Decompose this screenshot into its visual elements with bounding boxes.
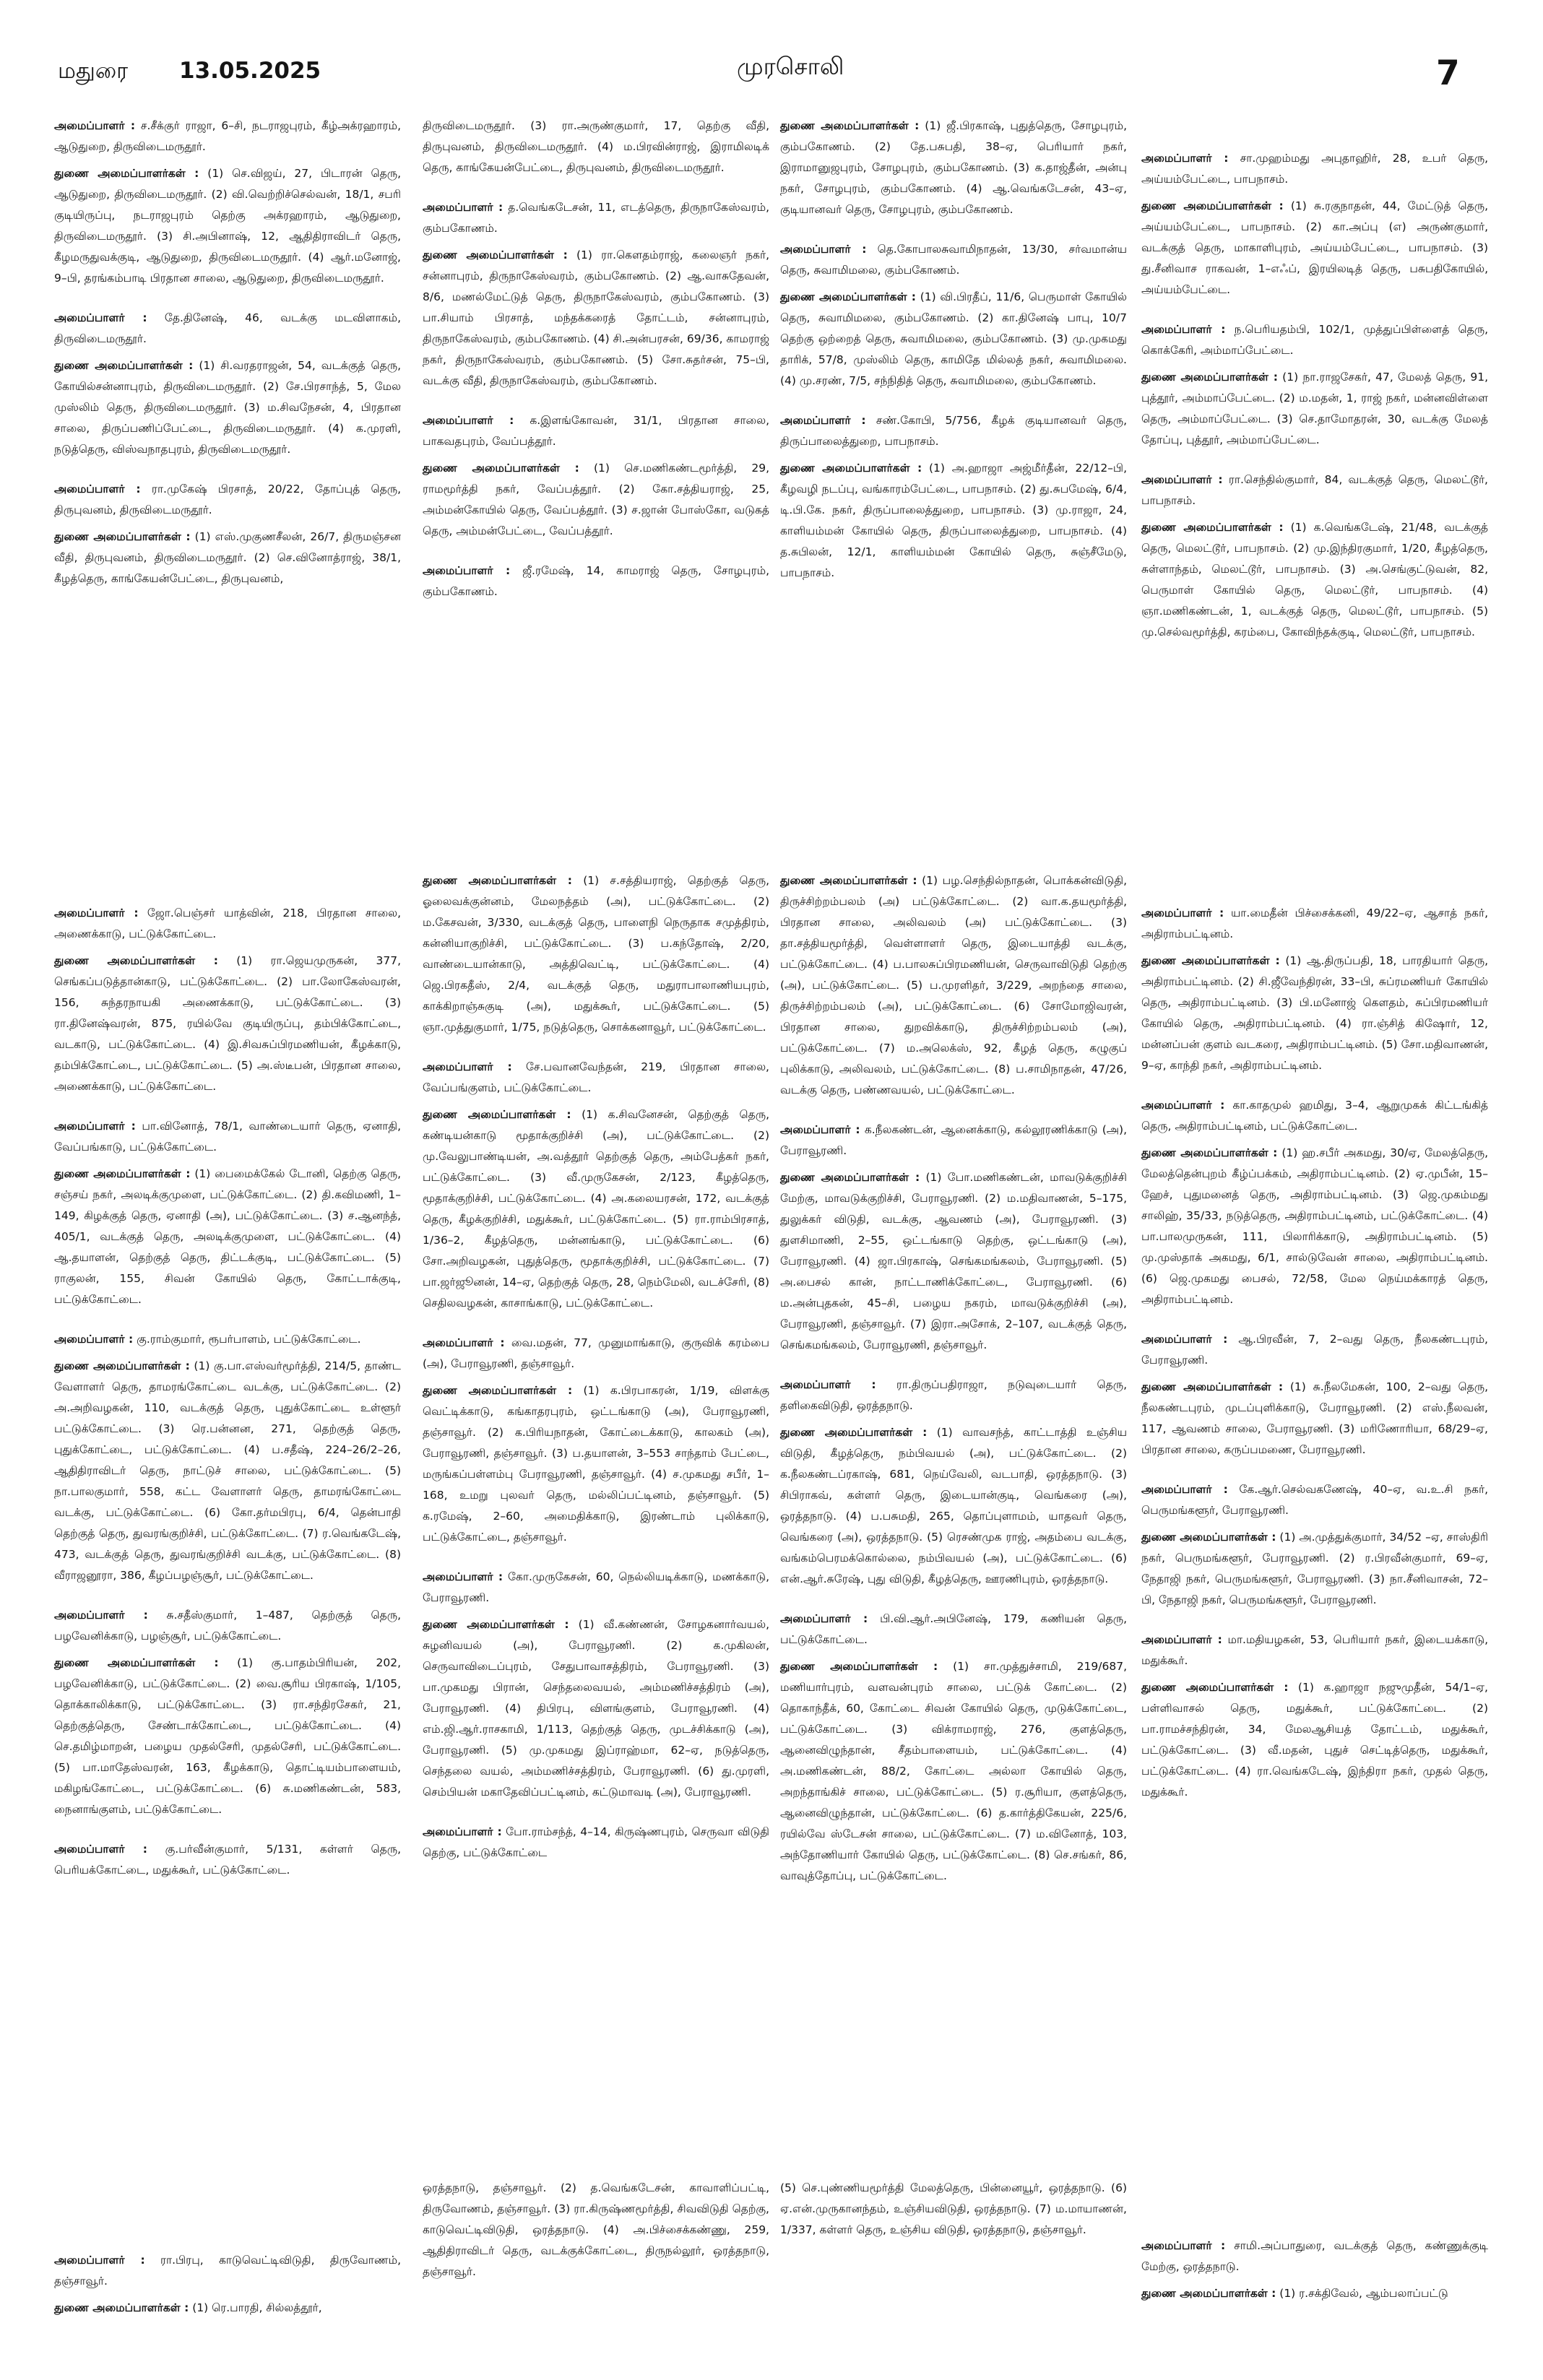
deputy-organisers-line: துணை அமைப்பாளர்கள் : (1) வாவசந்த், காட்டாத்தி உஞ்சிய விடுதி, கீழத்தெரு, நம்பிவயல் (அ), பட்டுக்கோட்டை. (2) க.நீலகண்டப்ரகாஷ், 681, நெய்வேலி, வடபாதி, ஒரத்தநாடு. (3) சிபிராகவ், கள்ளர் தெரு, இடையான்குடி, வெங்கரை (அ), ஒரத்தநாடு. (4) ப.பசுமதி, 265, தொப்புளாமம், யாதவர் தெரு, வெங்கரை (அ), ஒரத்தநாடு. (5) ரெசண்முக ராஜ், அதம்பை வடக்கு, வங்கம்பெரமக்கொல்லை, நம்பிவயல் (அ), பட்டுக்கோட்டை. (6) என்.ஆர்.சுரேஷ், புது விடுதி, கீழத்தெரு, ஊரணிபுரம், ஒரத்தநாடு.	[780, 1426, 1127, 1585]
deputy-organisers-line: துணை அமைப்பாளர்கள் : (1) வி.பிரதீப், 11/6, பெருமாள் கோயில் தெரு, சுவாமிமலை, கும்பகோணம். (2) கா.தினேஷ் பாபு, 10/7 தெற்கு ஒற்றைத் தெரு, சுவாமிமலை, கும்பகோணம். (3) மு.முகமது தாரிக், 57/8, முஸ்லிம் தெரு, காமிதே மில்லத் நகர், சுவாமிமலை. (4) மு.சரண், 7/5, சந்நிதித் தெரு, சுவாமிமலை, கும்பகோணம்.	[780, 290, 1127, 387]
role-label: அமைப்பாளர் :	[423, 1825, 502, 1838]
deputy-organisers-line: துணை அமைப்பாளர்கள் : (1) அ.முத்துக்குமார், 34/52 –ஏ, சாஸ்திரி நகர், பெருமங்களூர், பேராவூரணி. (2) ர.பிரவீன்குமார், 69–ஏ, நேதாஜி நகர், பெருமங்களூர், பேராவூரணி. (3) நா.சீனிவாசன், 72–பி, நேதாஜி நகர், பெருமங்களூர், பேராவூரணி.	[1141, 1531, 1488, 1606]
organiser-line: அமைப்பாளர் : போ.ராம்சந்த், 4–14, கிருஷ்ணபுரம், செருவா விடுதி தெற்கு, பட்டுக்கோட்டை	[423, 1825, 769, 1859]
deputy-organisers-line: துணை அமைப்பாளர்கள் : (1) போ.மணிகண்டன், மாவடுக்குறிச்சி மேற்கு, மாவடுக்குறிச்சி, பேராவூரணி. (2) ம.மதிவாணன், 5–175, துலுக்கர் விடுதி, வடக்கு, ஆவணம் (அ), பேராவூரணி. (3) துளசிமாணி, 2–55, ஒட்டங்காடு தெற்கு, ஒட்டங்காடு (அ), பேராவூரணி. (4) ஜா.பிரகாஷ், செங்கமங்கலம், பேராவூரணி. (5) அ.பைசல் கான், நாட்டாணிக்கோட்டை, பேராவூரணி. (6) ம.அன்புதகன், 45–சி, பழைய நகரம், மாவடுக்குறிச்சி (அ), பேராவூரணி, தஞ்சாவூர். (7) இரா.அசோக், 2–107, வடக்குத் தெரு, செங்கமங்கலம், பேராவூரணி, தஞ்சாவூர்.	[780, 1171, 1127, 1351]
deputy-organisers-line: துணை அமைப்பாளர்கள் : (1) கு.பாதம்பிரியன், 202, பழவேனிக்காடு, பட்டுக்கோட்டை. (2) வை.சூரிய பிரகாஷ், 1/105, தொக்காலிக்காடு, பட்டுக்கோட்டை. (3) ரா.சந்திரசேகர், 21, தெற்குத்தெரு, சேண்டாக்கோட்டை, பட்டுக்கோட்டை. (4) செ.தமிழ்மாறன், பழைய முதல்சேரி, முதல்சேரி, பட்டுக்கோட்டை. (5) பா.மாதேஸ்வரன், 163, கீழக்காடு, தொட்டியம்பாளையம், மகிழங்கோட்டை, பட்டுக்கோட்டை. (6) சு.மணிகண்டன், 583, நைனாங்குளம், பட்டுக்கோட்டை.	[54, 1656, 401, 1816]
role-label: துணை அமைப்பாளர்கள் :	[54, 1656, 219, 1669]
text-column-1	[54, 903, 401, 1900]
appointment-entry	[423, 1567, 769, 1803]
role-label: அமைப்பாளர் :	[780, 414, 866, 427]
text-column-3	[780, 2178, 1127, 2259]
text-column-1	[54, 116, 401, 608]
role-label: அமைப்பாளர் :	[54, 1609, 148, 1622]
deputy-organisers-line: துணை அமைப்பாளர்கள் : (1) வீ.கண்ணன், சோழகனார்வயல், சுழனிவயல் (அ), பேராவூரணி. (2) க.முகிலன், செருவாவிடைப்புரம், சேதுபாவாசத்திரம், பேராவூரணி. (3) பா.முகமது பிரான், செந்தலைவயல், அம்மணிச்சத்திரம் (அ), பேராவூரணி. (4) திபிரபு, விளங்குளம், பேராவூரணி. (4) எம்.ஜி.ஆர்.ராசகாமி, 1/113, தெற்குத் தெரு, முடச்சிக்காடு (அ), பேராவூரணி. (5) மு.முகமது இப்ராஹ்மா, 62–ஏ, நடுத்தெரு, செந்தலை வயல், அம்மணிச்சத்திரம், பேராவூரணி. (6) து.முரளி, செம்பியன் மகாதேவிப்பட்டினம், கட்டுமாவடி (அ), பேராவூரணி.	[423, 1618, 769, 1799]
deputy-organisers-line: துணை அமைப்பாளர்கள் : (1) ச.சத்தியராஜ், தெற்குத் தெரு, ஓலைவக்குன்னம், மேலநத்தம் (அ), பட்டுக்கோட்டை. (2) ம.கேசவன், 3/330, வடக்குத் தெரு, பாளைநி நெருதாக சமுத்திரம், கன்னியாகுறிச்சி, பட்டுக்கோட்டை. (3) ப.கந்தோஷ், 2/20, வாண்டையான்காடு, அத்திவெட்டி, பட்டுக்கோட்டை. (4) ஜெ.பிரகதீஸ், 2/4, வடக்குத் தெரு, மதுராபாலாணியபுரம், காக்கிறாஞ்சுகுடி (அ), மதுக்கூர், பட்டுக்கோட்டை. (5) ஞா.முத்துகுமார், 1/75, நடுத்தெரு, சொக்கனாவூர், பட்டுக்கோட்டை.	[423, 874, 769, 1034]
organiser-line: அமைப்பாளர் : மா.மதியழகன், 53, பெரியார் நகர், இடையக்காடு, மதுக்கூர்.	[1141, 1633, 1488, 1667]
role-label: துணை அமைப்பாளர்கள் :	[1141, 521, 1284, 534]
organiser-line: அமைப்பாளர் : க.நீலகண்டன், ஆனைக்காடு, கல்லூரணிக்காடு (அ), பேராவூரணி.	[780, 1123, 1127, 1157]
appointment-entry	[423, 116, 769, 178]
section-band-3	[54, 2160, 1499, 2376]
appointment-entry	[54, 308, 401, 460]
appointment-entry	[54, 1329, 401, 1586]
appointment-entry	[423, 1822, 769, 1864]
organiser-line: அமைப்பாளர் : சே.பவானவேந்தன், 219, பிரதான சாலை, வேப்பங்குளம், பட்டுக்கோட்டை.	[423, 1060, 769, 1094]
deputy-organisers-line: துணை அமைப்பாளர்கள் : (1) க.ஹாஜா நஜுமுதீன், 54/1–ஏ, பள்ளிவாசல் தெரு, மதுக்கூர், பட்டுக்கோட்டை. (2) பா.ராமச்சந்திரன், 34, மேலஆசியத் தோட்டம், மதுக்கூர், பட்டுக்கோட்டை. (3) வீ.மதன், புதுச் செட்டித்தெரு, மதுக்கூர், பட்டுக்கோட்டை. (4) ரா.வெங்கடேஷ், இந்திரா நகர், முதல் தெரு, மதுக்கூர்.	[1141, 1681, 1488, 1799]
role-label: துணை அமைப்பாளர்கள் :	[780, 119, 920, 132]
appointment-entry	[423, 870, 769, 1038]
organiser-line: அமைப்பாளர் : ஆ.பிரவீன், 7, 2–வது தெரு, நீலகண்டபுரம், பேராவூரணி.	[1141, 1333, 1488, 1367]
role-label: துணை அமைப்பாளர்கள் :	[54, 359, 194, 372]
appointment-entry	[780, 1375, 1127, 1590]
role-label: துணை அமைப்பாளர்கள் :	[54, 1167, 191, 1180]
role-label: அமைப்பாளர் :	[1141, 152, 1229, 165]
appointment-entry	[423, 1333, 769, 1548]
text-column-4	[1141, 2236, 1488, 2323]
role-label: அமைப்பாளர் :	[54, 2254, 145, 2267]
role-label: அமைப்பாளர் :	[54, 483, 141, 496]
organiser-line: அமைப்பாளர் : பா.வினோத், 78/1, வாண்டையார் தெரு, ஏனாதி, வேப்பங்காடு, பட்டுக்கோட்டை.	[54, 1120, 401, 1154]
deputy-organisers-line: துணை அமைப்பாளர்கள் : (1) க.பிரபாகரன், 1/19, விளக்கு வெட்டிக்காடு, கங்காதரபுரம், ஒட்டங்காடு (அ), பேராவூரணி, தஞ்சாவூர். (2) க.பிரியநாதன், கோட்டைக்காடு, காலகம் (அ), பேராவூரணி, தஞ்சாவூர். (3) ப.தயாளன், 3–553 சாந்தாம் பேட்டை, மருங்கப்பள்ளம்பு பேராவூரணி, தஞ்சாவூர். (4) ச.முகமது சபீர், 1–168, உமறு புலவர் தெரு, மல்லிப்பட்டினம், தஞ்சாவூர். (5) க.ரமேஷ், 2–60, அமைதிக்காடு, இரண்டாம் புலிக்காடு, பட்டுக்கோட்டை, தஞ்சாவூர்.	[423, 1384, 769, 1544]
organiser-line: அமைப்பாளர் : ச.சீக்குர் ராஜா, 6–சி, நடராஜபுரம், கீழ்அக்ரஹாரம், ஆடுதுறை, திருவிடைமருதூர்.	[54, 119, 401, 153]
text-column-2	[423, 870, 769, 1882]
role-label: துணை அமைப்பாளர்கள் :	[1141, 1681, 1289, 1694]
role-label: அமைப்பாளர் :	[1141, 2239, 1226, 2252]
deputy-organisers-line: துணை அமைப்பாளர்கள் : (1) நா.ராஜசேகர், 47, மேலத் தெரு, 91, புத்தூர், அம்மாப்பேட்டை. (2) ம.மதன், 1, ராஜ் நகர், மன்னவிள்ளை தெரு, அம்மாப்பேட்டை. (3) செ.தாமோதரன், 30, வடக்கு மேலத் தோப்பு, புத்தூர், அம்மாப்பேட்டை.	[1141, 371, 1488, 446]
role-label: அமைப்பாளர் :	[1141, 473, 1223, 486]
appointment-entry	[1141, 1479, 1488, 1611]
organiser-line: அமைப்பாளர் : ந.பெரியதம்பி, 102/1, முத்துப்பிள்ளைத் தெரு, கொக்கேரி, அம்மாப்பேட்டை.	[1141, 323, 1488, 357]
role-label: அமைப்பாளர் :	[54, 311, 147, 324]
role-label: அமைப்பாளர் :	[54, 1843, 147, 1856]
deputy-organisers-line: ஒரத்தநாடு, தஞ்சாவூர். (2) த.வெங்கடேசன், காவாளிப்பட்டி, திருவோணம், தஞ்சாவூர். (3) ரா.கிருஷ்ணமூர்த்தி, சிவவிடுதி தெற்கு, காடுவெட்டிவிடுதி, ஒரத்தநாடு. (4) அ.பிச்சைக்கண்ணு, 259, ஆதிதிராவிடர் தெரு, வடக்குக்கோட்டை, திருநல்லூர், ஒரத்தநாடு, தஞ்சாவூர்.	[423, 2181, 769, 2278]
page-number: 7	[1436, 53, 1460, 93]
role-label: துணை அமைப்பாளர்கள் :	[780, 1171, 920, 1184]
role-label: துணை அமைப்பாளர்கள் :	[423, 1108, 571, 1121]
organiser-line: அமைப்பாளர் : கே.ஆர்.செல்வகணேஷ், 40–ஏ, வ.உ.சி நகர், பெருமங்களூர், பேராவூரணி.	[1141, 1483, 1489, 1517]
role-label: அமைப்பாளர் :	[423, 564, 511, 577]
appointment-entry	[423, 1057, 769, 1314]
appointment-entry	[54, 2250, 401, 2319]
organiser-line: அமைப்பாளர் : யா.மைதீன் பிச்சைக்கனி, 49/22–ஏ, ஆசாத் நகர், அதிராம்பட்டினம்.	[1141, 906, 1488, 940]
organiser-line: அமைப்பாளர் : க.இளங்கோவன், 31/1, பிரதான சாலை, பாகவதபுரம், வேப்பத்தூர்.	[423, 414, 769, 448]
deputy-organisers-line: துணை அமைப்பாளர்கள் : (1) சா.முத்துச்சாமி, 219/687, மணியார்புரம், வளவன்புரம் சாலை, பட்டுக் கோட்டை. (2) தொகாந்தீக், 60, கோட்டை சிவன் கோயில் தெரு, முடுக்கோட்டை, பட்டுக்கோட்டை. (3) விக்ராமராஜ், 276, குளத்தெரு, ஆனைவிழுந்தான், சீதம்பாளையம், பட்டுக்கோட்டை. (4) அ.மணிகண்டன், 88/2, கோட்டை அல்லா கோயில் தெரு, அறந்தாங்கிச் சாலை, பட்டுக்கோட்டை. (5) ர.சூரியா, குளத்தெரு, ஆனைவிழுந்தான், பட்டுக்கோட்டை. (6) த.கார்த்திகேயன், 225/6, ரயில்வே ஸ்டேசன் சாலை, பட்டுக்கோட்டை. (7) ம.வினோத், 103, அந்தோணியார் கோயில் தெரு, பட்டுக்கோட்டை. (8) செ.சங்கர், 86, வாவுத்தோப்பு, பட்டுக்கோட்டை.	[780, 1660, 1128, 1882]
deputy-organisers-line: துணை அமைப்பாளர்கள் : (1) சு.ரகுநாதன், 44, மேட்டுத் தெரு, அய்யம்பேட்டை, பாபநாசம். (2) கா.அப்பு (எ) அருண்குமார், வடக்குத் தெரு, மாகாளிபுரம், அய்யம்பேட்டை, பாபநாசம். (3) து.சீனிவாச ராகவன், 1–எஃப், இரயிலடித் தெரு, பசுபதிகோயில், அய்யம்பேட்டை.	[1141, 199, 1489, 296]
role-label: துணை அமைப்பாளர்கள் :	[423, 1384, 573, 1397]
appointment-entry	[780, 2178, 1127, 2241]
text-column-3	[780, 116, 1127, 602]
role-label: அமைப்பாளர் :	[423, 1060, 512, 1073]
deputy-organisers-line: துணை அமைப்பாளர்கள் : (1) பைமைக்கேல் டோனி, தெற்கு தெரு, சஞ்சய் நகர், அலடிக்குமுளை, பட்டுக்கோட்டை. (2) தி.கவிமணி, 1–149, கிழக்குத் தெரு, ஏனாதி (அ), பட்டுக்கோட்டை. (3) ச.ஆனந்த், 405/1, வடக்குத் தெரு, அலடிக்குமுளை, பட்டுக்கோட்டை. (4) ஆ.தயாளன், தெற்குத் தெரு, திட்டக்குடி, பட்டுக்கோட்டை. (5) ராகுலன், 155, சிவன் கோயில் தெரு, கோட்டாக்குடி, பட்டுக்கோட்டை.	[54, 1167, 401, 1306]
role-label: துணை அமைப்பாளர்கள் :	[423, 248, 568, 261]
role-label: அமைப்பாளர் :	[1141, 906, 1224, 919]
appointment-entry	[1141, 2236, 1488, 2304]
role-label: துணை அமைப்பாளர்கள் :	[780, 1426, 928, 1439]
appointment-entry	[1141, 148, 1488, 300]
section-band-1	[54, 116, 1499, 838]
role-label: துணை அமைப்பாளர்கள் :	[54, 167, 199, 180]
organiser-line: அமைப்பாளர் : சா.முஹம்மது அபுதாஹிர், 28, உபர் தெரு, அய்யம்பேட்டை, பாபநாசம்.	[1141, 152, 1488, 186]
appointment-entry	[780, 870, 1127, 1101]
deputy-organisers-line: துணை அமைப்பாளர்கள் : (1) கு.பா.எஸ்வர்மூர்த்தி, 214/5, தாண்ட வேளாளர் தெரு, தாமரங்கோட்டை வடக்கு, பட்டுக்கோட்டை. (2) அ.அறிவழகன், 110, வடக்குத் தெரு, புதுக்கோட்டை உள்ளூர் பட்டுக்கோட்டை. (3) ரெ.பன்னன, 271, தெற்குத் தெரு, புதுக்கோட்டை, பட்டுக்கோட்டை. (4) ப.சதீஷ், 224–26/2–26, ஆதிதிராவிடர் தெரு, நாட்டுச் சாலை, பட்டுக்கோட்டை. (5) நா.பாலகுமார், 558, கட்ட வேளாளர் தெரு, தாமரங்கோட்டை வடக்கு, பட்டுக்கோட்டை. (6) கோ.தர்மபிரபு, 6/4, தென்பாதி தெற்குத் தெரு, துவரங்குறிச்சி, பட்டுக்கோட்டை. (7) ர.வெங்கடேஷ், 473, வடக்குத் தெரு, துவரங்குறிச்சி வடக்கு, பட்டுக்கோட்டை. (8) வீராஜனூரா, 386, கீழப்பழஞ்சூர், பட்டுக்கோட்டை.	[54, 1359, 401, 1582]
deputy-organisers-line: துணை அமைப்பாளர்கள் : (1) ஆ.திருப்பதி, 18, பாரதியார் தெரு, அதிராம்பட்டினம். (2) சி.ஜீவேந்திரன், 33–பி, சுப்ரமணியர் கோயில் தெரு, அதிராம்பட்டினம். (3) பி.மனோஜ் கௌதம், சுப்பிரமணியர் கோயில் தெரு, அதிராம்பட்டினம். (4) ரா.ஞ்சித் கிஷோர், 12, மன்னப்பன் குளம் வடகரை, அதிராம்பட்டினம். (5) சோ.மதிவாணன், 9–ஏ, காந்தி நகர், அதிராம்பட்டினம்.	[1141, 954, 1489, 1072]
role-label: அமைப்பாளர் :	[54, 119, 136, 132]
appointment-entry	[1141, 903, 1488, 1076]
appointment-entry	[54, 1605, 401, 1820]
role-label: துணை அமைப்பாளர்கள் :	[423, 462, 579, 475]
appointment-entry	[780, 1609, 1127, 1887]
organiser-line: அமைப்பாளர் : ரா.செந்தில்குமார், 84, வடக்குத் தெரு, மெலட்டூர், பாபநாசம்.	[1141, 473, 1488, 507]
appointment-entry	[54, 903, 401, 1097]
text-column-2	[423, 2178, 769, 2301]
deputy-organisers-line: துணை அமைப்பாளர்கள் : (1) பழ.செந்தில்நாதன், பொக்கன்விடுதி, திருச்சிற்றம்பலம் (அ) பட்டுக்கோட்டை. (2) வா.க.தயமூர்த்தி, பிரதான சாலை, அலிவலம் (அ) பட்டுக்கோட்டை. (3) தா.சத்தியமூர்த்தி, வெள்ளாளர் தெரு, இடையாத்தி வடக்கு, பட்டுக்கோட்டை. (4) ப.பாலசுப்பிரமணியன், செருவாவிடுதி தெற்கு (அ), பட்டுக்கோட்டை. (5) ப.முரளிதர், 3/229, அறந்தை சாலை, திருச்சிற்றம்பலம் (அ), பட்டுக்கோட்டை. (6) சோமோஜிவரன், பிரதான சாலை, துறவிக்காடு, திருச்சிற்றம்பலம் (அ), பட்டுக்கோட்டை. (7) ம.அலெக்ஸ், 92, கீழத் தெரு, கழுகுப் புலிக்காடு, அலிவலம், பட்டுக்கோட்டை. (8) ப.சாமிநாதன், 47/26, வடக்கு தெரு, பண்ணவயல், பட்டுக்கோட்டை.	[780, 874, 1128, 1096]
organiser-line: அமைப்பாளர் : ரா.முகேஷ் பிரசாத், 20/22, தோப்புத் தெரு, திருபுவனம், திருவிடைமருதூர்.	[54, 483, 401, 516]
deputy-organisers-line: துணை அமைப்பாளர்கள் : (1) ரா.கௌதம்ராஜ், கலைஞர் நகர், சன்னாபுரம், திருநாகேஸ்வரம், கும்பகோணம். (2) ஆ.வாசுதேவன், 8/6, மணல்மேட்டுத் தெரு, திருநாகேஸ்வரம், கும்பகோணம். (3) பா.சியாம் பிரசாத், மந்தக்கரைத் தோட்டம், சன்னாபுரம், திருநாகேஸ்வரம், கும்பகோணம். (4) சி.அன்பரசன், 69/36, காமராஜ் நகர், திருநாகேஸ்வரம், கும்பகோணம். (5) சோ.சுதர்சன், 75–பி, வடக்கு வீதி, திருநாகேஸ்வரம், கும்பகோணம்.	[423, 248, 769, 387]
role-label: அமைப்பாளர் :	[1141, 1333, 1228, 1346]
organiser-line: அமைப்பாளர் : சண்.கோபி, 5/756, கீழக் குடியானவர் தெரு, திருப்பாலைத்துறை, பாபநாசம்.	[780, 414, 1128, 448]
organiser-line: அமைப்பாளர் : கு.ராம்குமார், ரூபர்பாளம், பட்டுக்கோட்டை.	[54, 1333, 361, 1346]
role-label: துணை அமைப்பாளர்கள் :	[780, 290, 916, 303]
role-label: அமைப்பாளர் :	[780, 1123, 860, 1136]
edition-date: 13.05.2025	[179, 58, 321, 84]
appointment-entry	[780, 116, 1127, 220]
role-label: துணை அமைப்பாளர்கள் :	[1141, 954, 1280, 967]
role-label: துணை அமைப்பாளர்கள் :	[1141, 199, 1284, 212]
page-header	[0, 0, 1543, 101]
appointment-entry	[54, 1839, 401, 1881]
edition-city: மதுரை	[58, 58, 129, 84]
appointment-entry	[54, 1116, 401, 1310]
role-label: அமைப்பாளர் :	[780, 1378, 876, 1391]
deputy-organisers-line: துணை அமைப்பாளர்கள் : (1) செ.விஜய், 27, பிடாரன் தெரு, ஆடுதுறை, திருவிடைமருதூர். (2) வி.வெற்றிச்செல்வன், 18/1, சபரி குடியிருப்பு, நடராஜபுரம் தெற்கு அக்ரஹாரம், ஆடுதுறை, திருவிடைமருதூர். (3) சி.அபினாஷ், 12, ஆதிதிராவிடர் தெரு, கீழமருதுவக்குடி, ஆடுதுறை, திருவிடைமருதூர். (4) ஆர்.மனோஜ், 9–பி, தரங்கம்பாடி பிரதான சாலை, ஆடுதுறை, திருவிடைமருதூர்.	[54, 167, 401, 285]
role-label: அமைப்பாளர் :	[1141, 323, 1226, 336]
role-label: அமைப்பாளர் :	[423, 201, 503, 214]
deputy-organisers-line: துணை அமைப்பாளர்கள் : (1) க.சிவனேசன், தெற்குத் தெரு, கண்டியன்காடு மூதாக்குறிச்சி (அ), பட்டுக்கோட்டை. (2) மு.வேலுபாண்டியன், அ.வத்தூர் தெற்குத் தெரு, அம்பேத்கர் நகர், பட்டுக்கோட்டை. (3) வீ.முருகேசன், 2/123, கீழத்தெரு, மூதாக்குறிச்சி, பட்டுக்கோட்டை. (4) அ.கலையரசன், 172, வடக்குத் தெரு, கீழக்குறிச்சி, மதுக்கூர், பட்டுக்கோட்டை. (5) ரா.ராம்பிரசாத், 1/36–2, கீழத்தெரு, மன்னங்காடு, பட்டுக்கோட்டை. (6) சோ.அறிவழகன், புதுத்தெரு, மூதாக்குறிச்சி, பட்டுக்கோட்டை. (7) பா.ஜர்ஜூனன், 14–ஏ, தெற்குத் தெரு, 28, நெம்மேலி, வடச்சேரி, (8) செதிலவழகன், காசாங்காடு, பட்டுக்கோட்டை.	[423, 1108, 769, 1310]
deputy-organisers-line: துணை அமைப்பாளர்கள் : (1) ர.சக்திவேல், ஆம்பலாப்பட்டு	[1141, 2287, 1448, 2300]
appointment-entry	[780, 1120, 1127, 1356]
role-label: அமைப்பாளர் :	[1141, 1483, 1228, 1496]
role-label: துணை அமைப்பாளர்கள் :	[780, 462, 922, 475]
appointment-entry	[423, 561, 769, 602]
appointment-entry	[1141, 1329, 1488, 1461]
deputy-organisers-line: துணை அமைப்பாளர்கள் : (1) அ.ஹாஜா அஜ்மீர்தீன், 22/12–பி, கீழவழி நடப்பு, வங்காரம்பேட்டை, பாபநாசம். (2) து.சுபமேஷ், 6/4, டி.பி.கே. நகர், திருப்பாலைத்துறை, பாபநாசம். (3) மு.ராஜா, 24, காளியம்மன் கோயில் தெரு, திருப்பாலைத்துறை, பாபநாசம். (4) த.சுபிலன், 12/1, காளியம்மன் கோயில் தெரு, சுஞ்சீமேடு, பாபநாசம்.	[780, 462, 1128, 579]
role-label: அமைப்பாளர் :	[1141, 1099, 1225, 1112]
text-column-4	[1141, 148, 1488, 662]
role-label: அமைப்பாளர் :	[54, 1333, 134, 1346]
role-label: துணை அமைப்பாளர்கள் :	[423, 1618, 569, 1631]
appointment-entry	[780, 239, 1127, 391]
deputy-organisers-line: துணை அமைப்பாளர்கள் : (1) ரெ.பாரதி, சில்லத்தூர்,	[54, 2301, 322, 2314]
organiser-line: அமைப்பாளர் : சு.சதீஸ்குமார், 1–487, தெற்குத் தெரு, பழவேனிக்காடு, பழஞ்சூர், பட்டுக்கோட்டை.	[54, 1609, 401, 1643]
newspaper-name: முரசொலி	[737, 52, 844, 80]
role-label: துணை அமைப்பாளர்கள் :	[54, 1359, 190, 1372]
role-label: துணை அமைப்பாளர்கள் :	[1141, 371, 1278, 384]
organiser-line: அமைப்பாளர் : சாமி.அப்பாதுரை, வடக்குத் தெரு, கண்ணுக்குடி மேற்கு, ஒரத்தநாடு.	[1141, 2239, 1488, 2273]
role-label: துணை அமைப்பாளர்கள் :	[423, 874, 572, 887]
organiser-line: அமைப்பாளர் : ரா.திருப்பதிராஜா, நடுவுடையார் தெரு, தளிகைவிடுதி, ஒரத்தநாடு.	[780, 1378, 1127, 1412]
deputy-organisers-line: திருவிடைமருதூர். (3) ரா.அருண்குமார், 17, தெற்கு வீதி, திருபுவனம், திருவிடைமருதூர். (4) ம.பிரவின்ராஜ், இராமிலடிக் தெரு, காங்கேயன்பேட்டை, திருபுவனம், திருவிடைமருதூர்.	[423, 119, 769, 174]
text-column-2	[423, 116, 769, 621]
organiser-line: அமைப்பாளர் : தே.தினேஷ், 46, வடக்கு மடவிளாகம், திருவிடைமருதூர்.	[54, 311, 401, 345]
deputy-organisers-line: துணை அமைப்பாளர்கள் : (1) ஜீ.பிரகாஷ், புதுத்தெரு, சோழபுரம், கும்பகோணம். (2) தே.பசுபதி, 38–ஏ, பெரியார் நகர், இராமானுஜபுரம், சோழபுரம், கும்பகோணம். (3) க.தாஜ்தீன், அன்பு நகர், சோழபுரம், கும்பகோணம். (4) ஆ.வெங்கடேசன், 43–ஏ, குடியானவர் தெரு, சோழபுரம், கும்பகோணம்.	[780, 119, 1127, 216]
text-column-3	[780, 870, 1127, 1905]
deputy-organisers-line: துணை அமைப்பாளர்கள் : (1) எஸ்.முகுணசீலன், 26/7, திருமஞ்சன வீதி, திருபுவனம், திருவிடைமருதூர். (2) செ.வினோத்ராஜ், 38/1, கீழத்தெரு, காங்கேயன்பேட்டை, திருபுவனம்,	[54, 530, 401, 585]
appointment-entry	[423, 2178, 769, 2282]
role-label: துணை அமைப்பாளர்கள் :	[1141, 1380, 1284, 1393]
role-label: துணை அமைப்பாளர்கள் :	[780, 1660, 938, 1673]
role-label: துணை அமைப்பாளர்கள் :	[1141, 1531, 1276, 1544]
organiser-line: அமைப்பாளர் : ஜீ.ரமேஷ், 14, காமராஜ் தெரு, சோழபுரம், கும்பகோணம்.	[423, 564, 770, 598]
appointment-entry	[1141, 469, 1488, 643]
organiser-line: அமைப்பாளர் : தெ.கோபாலசுவாமிநாதன், 13/30, சர்வமான்ய தெரு, சுவாமிமலை, கும்பகோணம்.	[780, 243, 1127, 277]
deputy-organisers-line: துணை அமைப்பாளர்கள் : (1) சி.வரதராஜன், 54, வடக்குத் தெரு, கோயில்சன்னாபுரம், திருவிடைமருதூர். (2) சே.பிரசாந்த், 5, மேல முஸ்லிம் தெரு, திருவிடைமருதூர். (3) ம.சிவநேசன், 4, பிரதான சாலை, திருப்பணிப்பேட்டை, திருவிடைமருதூர். (4) க.முரளி, நடுத்தெரு, விஸ்வநாதபுரம், திருவிடைமருதூர்.	[54, 359, 401, 456]
role-label: துணை அமைப்பாளர்கள் :	[54, 954, 218, 967]
role-label: அமைப்பாளர் :	[54, 906, 139, 919]
organiser-line: அமைப்பாளர் : கா.காதமுல் ஹமிது, 3–4, ஆறுமுகக் கிட்டங்கித் தெரு, அதிராம்பட்டினம், பட்டுக்கோட்டை.	[1141, 1099, 1488, 1133]
organiser-line: அமைப்பாளர் : ஜோ.பெஞ்சர் யாத்வின், 218, பிரதான சாலை, அணைக்காடு, பட்டுக்கோட்டை.	[54, 906, 401, 940]
organiser-line: அமைப்பாளர் : வை.மதன், 77, முனுமாங்காடு, குருவிக் கரம்பை (அ), பேராவூரணி, தஞ்சாவூர்.	[423, 1336, 769, 1370]
role-label: அமைப்பாளர் :	[780, 243, 867, 256]
appointment-entry	[54, 116, 401, 289]
role-label: அமைப்பாளர் :	[780, 1612, 868, 1625]
text-column-4	[1141, 903, 1488, 1822]
deputy-organisers-line: துணை அமைப்பாளர்கள் : (1) சு.நீலமேகன், 100, 2–வது தெரு, நீலகண்டபுரம், முடப்புளிக்காடு, பேராவூரணி. (2) எஸ்.நீலவன், 117, ஆவணம் சாலை, பேராவூரணி. (3) மரிணோரியா, 68/29–ஏ, பிரதான சாலை, கருப்பமணை, பேராவூரணி.	[1141, 1380, 1489, 1456]
role-label: அமைப்பாளர் :	[1141, 1633, 1222, 1646]
appointment-entry	[1141, 1095, 1488, 1310]
organiser-line: அமைப்பாளர் : ரா.பிரபு, காடுவெட்டிவிடுதி, திருவோணம், தஞ்சாவூர்.	[54, 2254, 402, 2288]
appointment-entry	[1141, 319, 1488, 451]
appointment-entry	[423, 410, 769, 542]
appointment-entry	[54, 479, 401, 589]
organiser-line: அமைப்பாளர் : த.வெங்கடேசன், 11, எடத்தெரு, திருநாகேஸ்வரம், கும்பகோணம்.	[423, 201, 769, 235]
deputy-organisers-line: துணை அமைப்பாளர்கள் : (1) க.வெங்கடேஷ், 21/48, வடக்குத் தெரு, மெலட்டூர், பாபநாசம். (2) மு.இந்திரகுமார், 1/20, கீழத்தெரு, சுள்ளாந்தம், மெலட்டூர், பாபநாசம். (3) அ.செங்குட்டுவன், 82, பெருமாள் கோயில் தெரு, மெலட்டூர், பாபநாசம். (4) ஞா.மணிகண்டன், 1, வடக்குத் தெரு, மெலட்டூர், பாபநாசம். (5) மு.செல்வமூர்த்தி, கரம்பை, கோவிந்தக்குடி, மெலட்டூர், பாபநாசம்.	[1141, 521, 1488, 639]
appointment-entry	[1141, 1630, 1488, 1803]
organiser-line: அமைப்பாளர் : கோ.முருகேசன், 60, நெல்லியடிக்காடு, மணக்காடு, பேராவூரணி.	[423, 1570, 770, 1604]
organiser-line: அமைப்பாளர் : கு.பர்வீன்குமார், 5/131, கள்ளர் தெரு, பெரியக்கோட்டை, மதுக்கூர், பட்டுக்கோட்டை.	[54, 1843, 401, 1877]
deputy-organisers-line: (5) செ.புண்ணியமூர்த்தி மேலத்தெரு, பின்னையூர், ஒரத்தநாடு. (6) ஏ.என்.முருகானந்தம், உஞ்சியவிடுதி, ஒரத்தநாடு. (7) ம.மாயாணன், 1/337, கள்ளர் தெரு, உஞ்சிய விடுதி, ஒரத்தநாடு, தஞ்சாவூர்.	[780, 2181, 1127, 2236]
deputy-organisers-line: துணை அமைப்பாளர்கள் : (1) ஹ.சபீர் அகமது, 30/ஏ, மேலத்தெரு, மேலத்தென்புறம் கீழ்ப்பக்கம், அதிராம்பட்டினம். (2) ஏ.முபீன், 15–ஹேச், புதுமனைத் தெரு, அதிராம்பட்டினம். (3) ஜெ.முகம்மது சாலிஹ், 35/33, நடுத்தெரு, அதிராம்பட்டினம், பட்டுக்கோட்டை. (4) பா.பாலமுருகன், 111, பிலாரிக்காடு, அதிராம்பட்டினம். (5) மு.முஸ்தாக் அகமது, 6/1, சால்டுவேன் சாலை, அதிராம்பட்டினம். (6) ஜெ.முகமது பைசல், 72/58, மேல நெய்மக்காரத் தெரு, அதிராம்பட்டினம்.	[1141, 1146, 1488, 1306]
role-label: துணை அமைப்பாளர்கள் :	[54, 530, 191, 543]
role-label: அமைப்பாளர் :	[423, 1336, 505, 1349]
organiser-line: அமைப்பாளர் : பி.வி.ஆர்.அபினேஷ், 179, கணியன் தெரு, பட்டுக்கோட்டை.	[780, 1612, 1128, 1646]
role-label: அமைப்பாளர் :	[423, 1570, 503, 1583]
text-column-1	[54, 2250, 401, 2337]
role-label: துணை அமைப்பாளர்கள் :	[54, 2301, 189, 2314]
deputy-organisers-line: துணை அமைப்பாளர்கள் : (1) செ.மணிகண்டமூர்த்தி, 29, ராமமூர்த்தி நகர், வேப்பத்தூர். (2) கோ.சத்தியராஜ், 25, அம்மன்கோயில் தெரு, வேப்பத்தூர். (3) ச.ஜான் போஸ்கோ, வடுகத் தெரு, அம்மன்பேட்டை, வேப்பத்தூர்.	[423, 462, 769, 537]
role-label: துணை அமைப்பாளர்கள் :	[1141, 2287, 1276, 2300]
role-label: துணை அமைப்பாளர்கள் :	[780, 874, 917, 887]
role-label: அமைப்பாளர் :	[54, 1120, 136, 1133]
role-label: துணை அமைப்பாளர்கள் :	[1141, 1146, 1278, 1159]
appointment-entry	[780, 410, 1127, 584]
deputy-organisers-line: துணை அமைப்பாளர்கள் : (1) ரா.ஜெயமுருகன், 377, செங்கப்படுத்தான்காடு, பட்டுக்கோட்டை. (2) பா.லோகேஸ்வரன், 156, சுந்தரநாயகி அணைக்காடு, பட்டுக்கோட்டை. (3) ரா.தினேஷ்வரன், 875, ரயில்வே குடியிருப்பு, தம்பிக்கோட்டை, வடகாடு, பட்டுக்கோட்டை. (4) இ.சிவசுப்பிரமணியன், கீழக்காடு, தம்பிக்கோட்டை, பட்டுக்கோட்டை. (5) அ.ஸ்டீபன், பிரதான சாலை, அணைக்காடு, பட்டுக்கோட்டை.	[54, 954, 401, 1093]
appointment-entry	[423, 197, 769, 391]
role-label: அமைப்பாளர் :	[423, 414, 514, 427]
section-band-2	[54, 860, 1499, 2145]
